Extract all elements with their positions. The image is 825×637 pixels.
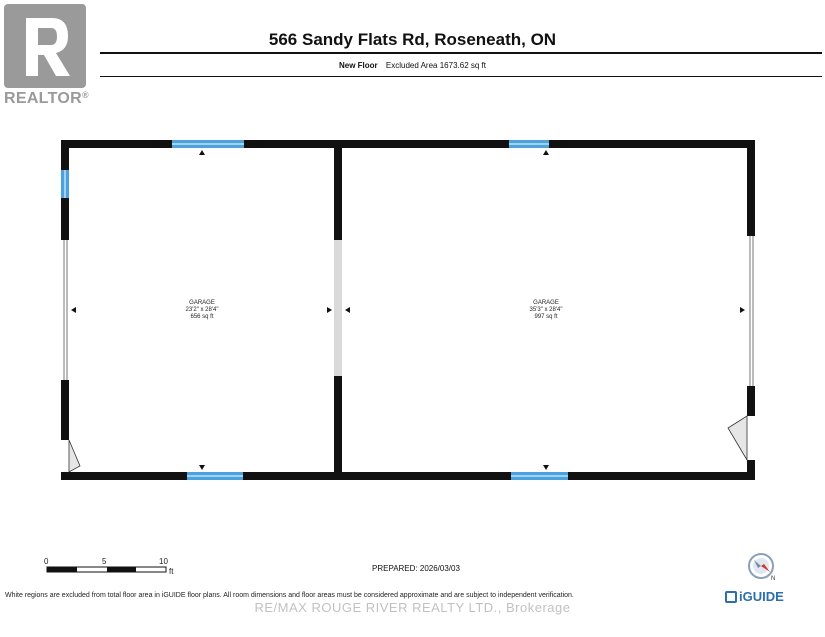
realtor-logo-text: REALTOR® bbox=[4, 90, 89, 107]
compass-icon bbox=[745, 550, 779, 589]
interior-opening bbox=[334, 240, 342, 376]
room-dimensions: 23'2" x 28'4" bbox=[185, 307, 219, 313]
room-name: GARAGE bbox=[189, 300, 215, 306]
room-dimensions: 35'3" x 28'4" bbox=[529, 307, 563, 313]
disclaimer-text: White regions are excluded from total floor area in iGUIDE floor plans. All room dimensions and floor areas must be considered approximate and are subject to independent verification. bbox=[5, 592, 574, 599]
scale-tick-5: 5 bbox=[102, 557, 107, 566]
garage-doors bbox=[64, 236, 753, 386]
page-title: 566 Sandy Flats Rd, Roseneath, ON bbox=[268, 30, 557, 49]
excluded-area: Excluded Area 1673.62 sq ft bbox=[385, 61, 486, 70]
windows bbox=[61, 140, 568, 480]
prepared-date: PREPARED: 2026/03/03 bbox=[372, 564, 460, 573]
floor-name: New Floor bbox=[339, 61, 378, 70]
doors bbox=[69, 416, 747, 472]
room-area: 656 sq ft bbox=[190, 314, 214, 320]
room-area: 997 sq ft bbox=[534, 314, 558, 320]
scale-unit: ft bbox=[169, 567, 174, 576]
room-label-1 bbox=[186, 300, 219, 320]
room-name: GARAGE bbox=[533, 300, 559, 306]
svg-text:N: N bbox=[771, 576, 776, 582]
brokerage-watermark: RE/MAX ROUGE RIVER REALTY LTD., Brokerage bbox=[254, 600, 571, 615]
scale-bar bbox=[44, 557, 174, 576]
room-label-2 bbox=[530, 300, 563, 320]
iguide-logo: iGUIDE bbox=[725, 589, 784, 604]
scale-tick-10: 10 bbox=[159, 557, 168, 566]
walls bbox=[61, 140, 755, 480]
dimension-markers bbox=[71, 150, 745, 470]
scale-tick-0: 0 bbox=[44, 557, 49, 566]
